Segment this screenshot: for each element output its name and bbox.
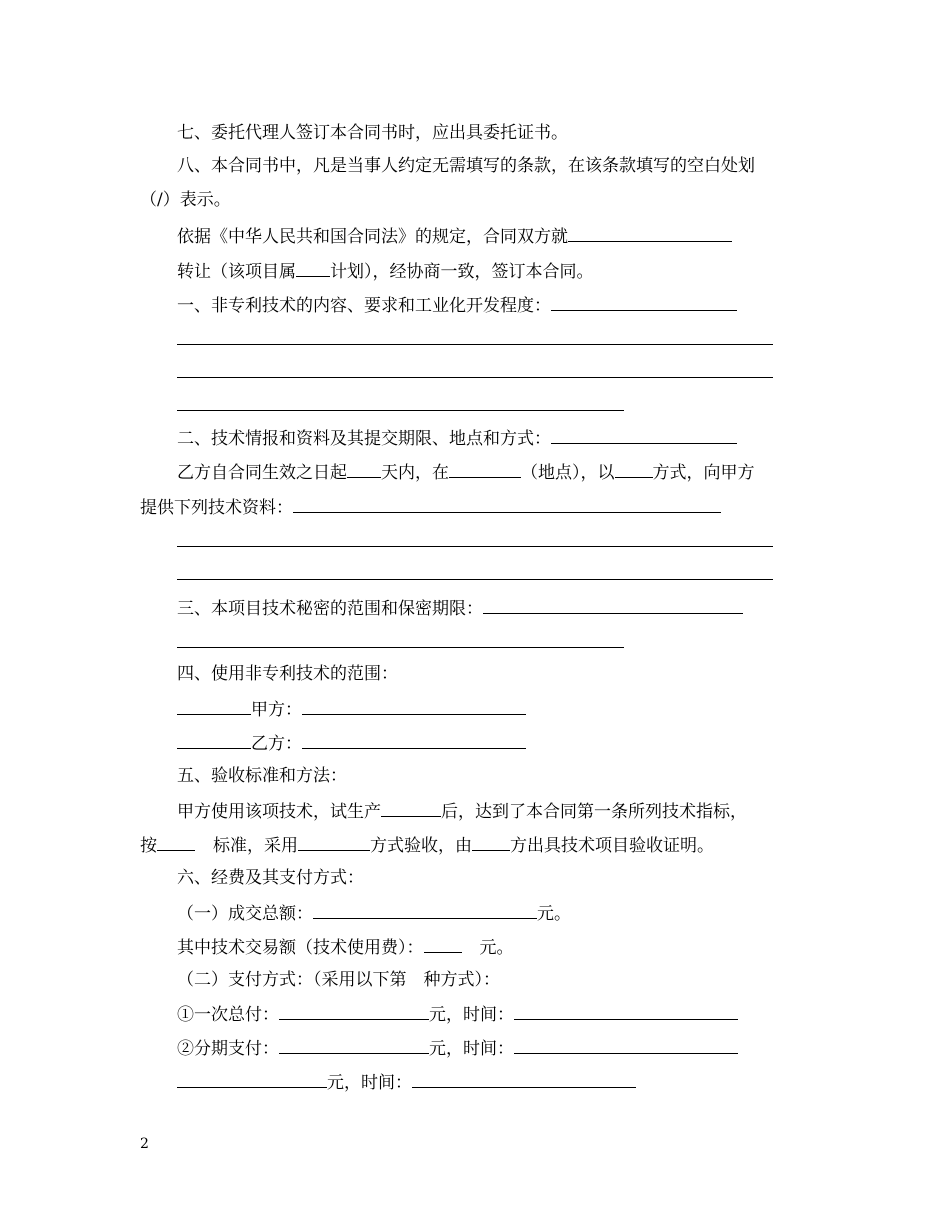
s5-text-d: 标准，采用 [213, 836, 298, 856]
tech-fee-line [177, 934, 514, 960]
s2-text-b: 天内，在 [381, 463, 449, 483]
clause-8-line2: （/）表示。 [140, 190, 231, 210]
s5-text-c: 按 [140, 836, 157, 856]
section-1-blank[interactable] [551, 292, 737, 311]
tech-fee-blank[interactable] [424, 934, 462, 953]
section-2-text-line2 [140, 494, 721, 520]
section-4-heading: 四、使用非专利技术的范围： [177, 664, 398, 684]
tech-materials-blank[interactable] [293, 494, 721, 513]
party-b-line [177, 730, 526, 756]
section-3-line [177, 595, 743, 621]
section-3-fill-line[interactable] [177, 647, 624, 648]
pay-install-amount-blank-2[interactable] [177, 1069, 327, 1088]
section-5-text-line1 [177, 798, 747, 824]
total-amount-blank[interactable] [313, 900, 537, 919]
section-3-blank[interactable] [483, 595, 743, 614]
issuing-party-blank[interactable] [472, 832, 510, 851]
party-b-blank[interactable] [302, 730, 526, 749]
pay-install-amount-blank[interactable] [279, 1035, 429, 1054]
s5-text-b: 后，达到了本合同第一条所列技术指标， [441, 802, 747, 822]
section-5-text-line2 [140, 832, 714, 858]
section-1-line [177, 292, 737, 318]
pay-once-time-blank[interactable] [514, 1001, 738, 1020]
total-amount-label: （一）成交总额： [177, 904, 313, 924]
pay-once-unit: 元，时间： [429, 1005, 514, 1025]
s5-text-f: 方出具技术项目验收证明。 [510, 836, 714, 856]
section-2-fill-line-2[interactable] [177, 579, 773, 580]
standard-blank[interactable] [157, 832, 195, 851]
section-1-fill-line-1[interactable] [177, 344, 773, 345]
pay-install-time-blank-2[interactable] [412, 1069, 636, 1088]
pay-once-label: ①一次总付： [177, 1005, 279, 1025]
s2-text-e: 提供下列技术资料： [140, 498, 293, 518]
trial-production-blank[interactable] [381, 798, 441, 817]
acceptance-method-blank[interactable] [298, 832, 370, 851]
section-2-fill-line-1[interactable] [177, 546, 773, 547]
section-1-fill-line-2[interactable] [177, 377, 773, 378]
project-name-blank[interactable] [568, 223, 732, 242]
pay-install-time-blank[interactable] [514, 1035, 738, 1054]
location-blank[interactable] [449, 459, 521, 478]
section-3-heading: 三、本项目技术秘密的范围和保密期限： [177, 599, 483, 619]
pay-install-line [177, 1035, 738, 1061]
section-2-text-line1 [177, 459, 755, 485]
party-b-label: 乙方： [251, 734, 302, 754]
party-a-label: 甲方： [251, 700, 302, 720]
section-5-heading: 五、验收标准和方法： [177, 766, 347, 786]
pay-install-line-2 [177, 1069, 636, 1095]
section-2-heading: 二、技术情报和资料及其提交期限、地点和方式： [177, 429, 551, 449]
party-a-line [177, 696, 526, 722]
days-blank[interactable] [347, 459, 381, 478]
party-b-scope-blank[interactable] [177, 730, 251, 749]
section-2-blank[interactable] [551, 425, 737, 444]
method-blank[interactable] [615, 459, 653, 478]
transfer-prefix: 转让（该项目属 [177, 262, 296, 282]
pay-once-amount-blank[interactable] [279, 1001, 429, 1020]
party-a-scope-blank[interactable] [177, 696, 251, 715]
total-amount-unit: 元。 [537, 904, 571, 924]
total-amount-line [177, 900, 571, 926]
page-number: 2 [140, 1136, 149, 1152]
plan-blank[interactable] [296, 258, 330, 277]
pay-once-line [177, 1001, 738, 1027]
pay-install-unit: 元，时间： [429, 1039, 514, 1059]
payment-method-line: （二）支付方式：（采用以下第 种方式）： [177, 970, 500, 990]
s5-text-e: 方式验收，由 [370, 836, 472, 856]
transfer-line [177, 258, 594, 284]
s5-text-a: 甲方使用该项技术，试生产 [177, 802, 381, 822]
section-1-heading: 一、非专利技术的内容、要求和工业化开发程度： [177, 296, 551, 316]
basis-text: 依据《中华人民共和国合同法》的规定，合同双方就 [177, 227, 568, 247]
pay-install-label: ②分期支付： [177, 1039, 279, 1059]
clause-8-line1: 八、本合同书中，凡是当事人约定无需填写的条款，在该条款填写的空白处划 [177, 156, 755, 176]
section-1-fill-line-3[interactable] [177, 410, 624, 411]
party-a-blank[interactable] [302, 696, 526, 715]
section-2-line [177, 425, 737, 451]
pay-install-unit-2: 元，时间： [327, 1073, 412, 1093]
tech-fee-unit: 元。 [479, 938, 514, 958]
basis-line [177, 223, 732, 249]
tech-fee-label: 其中技术交易额（技术使用费）： [177, 938, 424, 958]
section-6-heading: 六、经费及其支付方式： [177, 868, 364, 888]
s2-text-c: （地点），以 [521, 463, 615, 483]
clause-7: 七、委托代理人签订本合同书时，应出具委托证书。 [177, 123, 568, 143]
s2-text-d: 方式，向甲方 [652, 463, 755, 483]
s2-text-a: 乙方自合同生效之日起 [177, 463, 347, 483]
transfer-suffix: 计划），经协商一致，签订本合同。 [330, 262, 594, 282]
